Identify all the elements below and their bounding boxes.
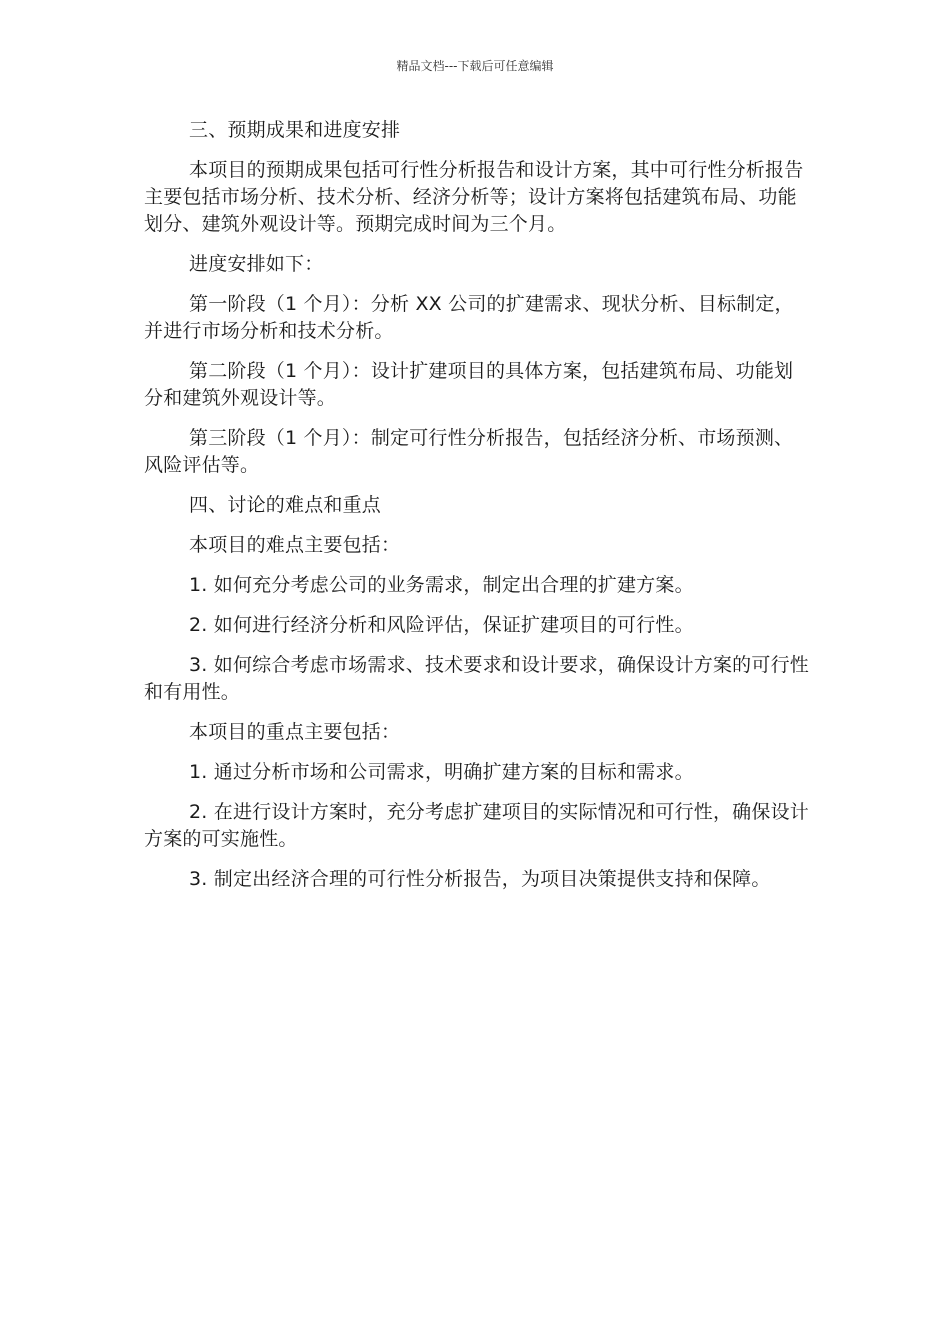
- paragraph: 本项目的难点主要包括：: [189, 534, 401, 556]
- section-heading: 三、预期成果和进度安排: [189, 119, 401, 141]
- paragraph: 进度安排如下：: [189, 253, 324, 275]
- schedule-item: 第三阶段（1 个月）：制定可行性分析报告，包括经济分析、市场预测、风险评估等。: [144, 427, 794, 476]
- paragraph: 本项目的重点主要包括：: [189, 721, 401, 743]
- list-item: 3. 如何综合考虑市场需求、技术要求和设计要求，确保设计方案的可行性和有用性。: [144, 654, 809, 703]
- schedule-item: 第二阶段（1 个月）：设计扩建项目的具体方案，包括建筑布局、功能划分和建筑外观设计等。: [144, 360, 794, 409]
- list-item: 2. 在进行设计方案时，充分考虑扩建项目的实际情况和可行性，确保设计方案的可实施性。: [144, 801, 809, 850]
- list-item: 3. 制定出经济合理的可行性分析报告，为项目决策提供支持和保障。: [189, 868, 771, 890]
- document-body: [144, 117, 809, 906]
- schedule-item: 第一阶段（1 个月）：分析 XX 公司的扩建需求、现状分析、目标制定，并进行市场分析和技术分析。: [144, 293, 794, 342]
- list-item: 1. 通过分析市场和公司需求，明确扩建方案的目标和需求。: [189, 761, 694, 783]
- list-item: 2. 如何进行经济分析和风险评估，保证扩建项目的可行性。: [189, 614, 694, 636]
- list-item: 1. 如何充分考虑公司的业务需求，制定出合理的扩建方案。: [189, 574, 694, 596]
- paragraph: 本项目的预期成果包括可行性分析报告和设计方案，其中可行性分析报告主要包括市场分析、技术分析、经济分析等；设计方案将包括建筑布局、功能划分、建筑外观设计等。预期完成时间为三个月。: [144, 159, 804, 235]
- section-heading: 四、讨论的难点和重点: [189, 494, 382, 516]
- page-header: 精品文档---下载后可任意编辑: [396, 59, 554, 73]
